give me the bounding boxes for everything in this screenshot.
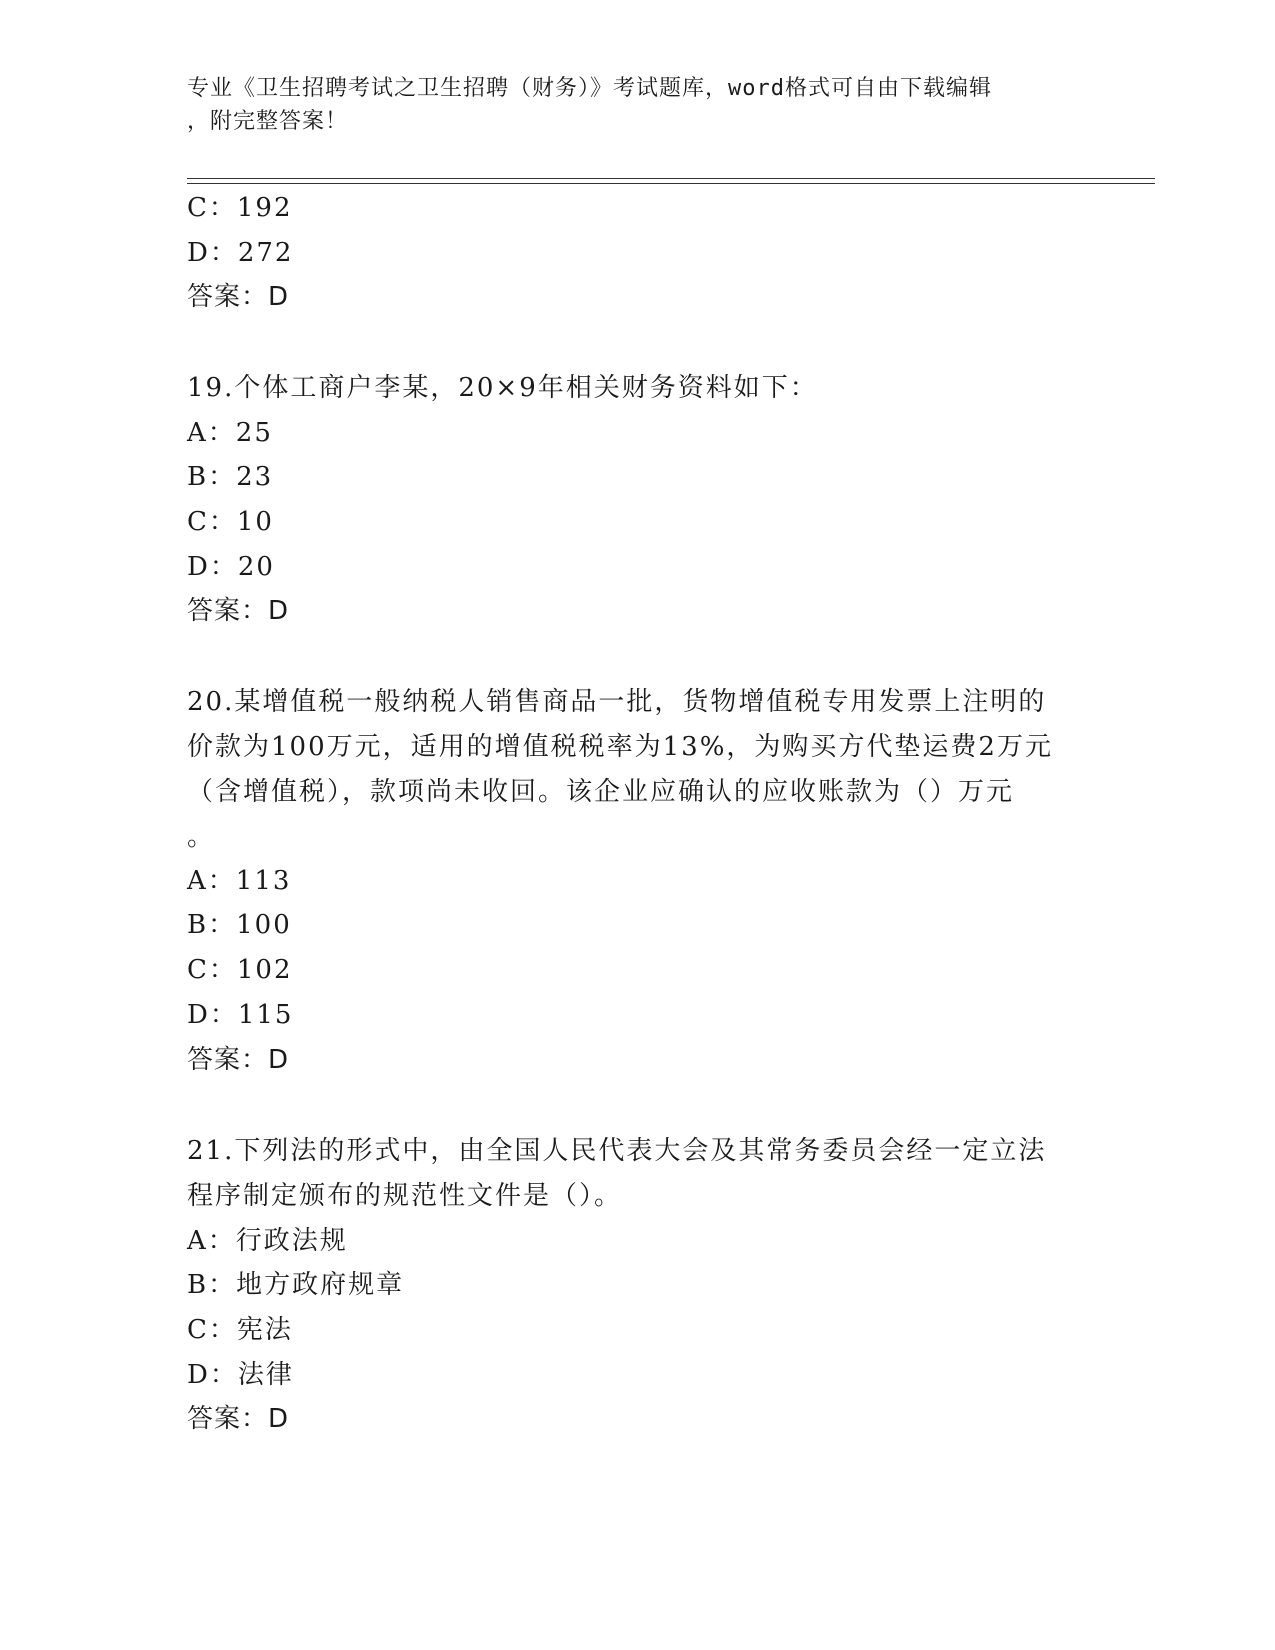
option-b-q19: B：23 [187, 462, 274, 492]
option-d-q18: D：272 [187, 238, 294, 268]
question-20-line-4: 。 [187, 822, 216, 852]
question-21-line-1: 21.下列法的形式中，由全国人民代表大会及其常务委员会经一定立法 [187, 1136, 1047, 1166]
question-20-line-3: （含增值税），款项尚未收回。该企业应确认的应收账款为（）万元 [187, 777, 1015, 807]
answer-q18: 答案：D [187, 282, 290, 312]
answer-q20: 答案：D [187, 1045, 290, 1075]
option-a-q19: A：25 [187, 418, 273, 448]
option-b-q21: B：地方政府规章 [187, 1270, 405, 1300]
option-d-q21: D：法律 [187, 1360, 294, 1390]
question-20-line-2: 价款为100万元，适用的增值税税率为13%，为购买方代垫运费2万元 [187, 732, 1053, 762]
header-line-1: 专业《卫生招聘考试之卫生招聘（财务）》考试题库，word格式可自由下载编辑 [187, 76, 992, 101]
question-20-line-1: 20.某增值税一般纳税人销售商品一批，货物增值税专用发票上注明的 [187, 687, 1047, 717]
question-19-line-1: 19.个体工商户李某，20×9年相关财务资料如下： [187, 373, 818, 403]
document-header [187, 72, 1067, 138]
answer-q19: 答案：D [187, 596, 290, 626]
option-b-q20: B：100 [187, 910, 292, 940]
option-c-q19: C：10 [187, 507, 274, 537]
question-21-line-2: 程序制定颁布的规范性文件是（）。 [187, 1181, 623, 1211]
answer-q21: 答案：D [187, 1404, 290, 1434]
header-divider-bottom [187, 183, 1155, 184]
option-a-q21: A：行政法规 [187, 1226, 348, 1256]
header-divider-top [187, 178, 1155, 179]
option-c-q21: C：宪法 [187, 1315, 293, 1345]
option-c-q20: C：102 [187, 955, 293, 985]
option-a-q20: A：113 [187, 866, 292, 896]
option-d-q20: D：115 [187, 1000, 294, 1030]
option-d-q19: D：20 [187, 552, 275, 582]
option-c-q18: C：192 [187, 193, 293, 223]
header-line-2: ，附完整答案！ [187, 109, 349, 134]
